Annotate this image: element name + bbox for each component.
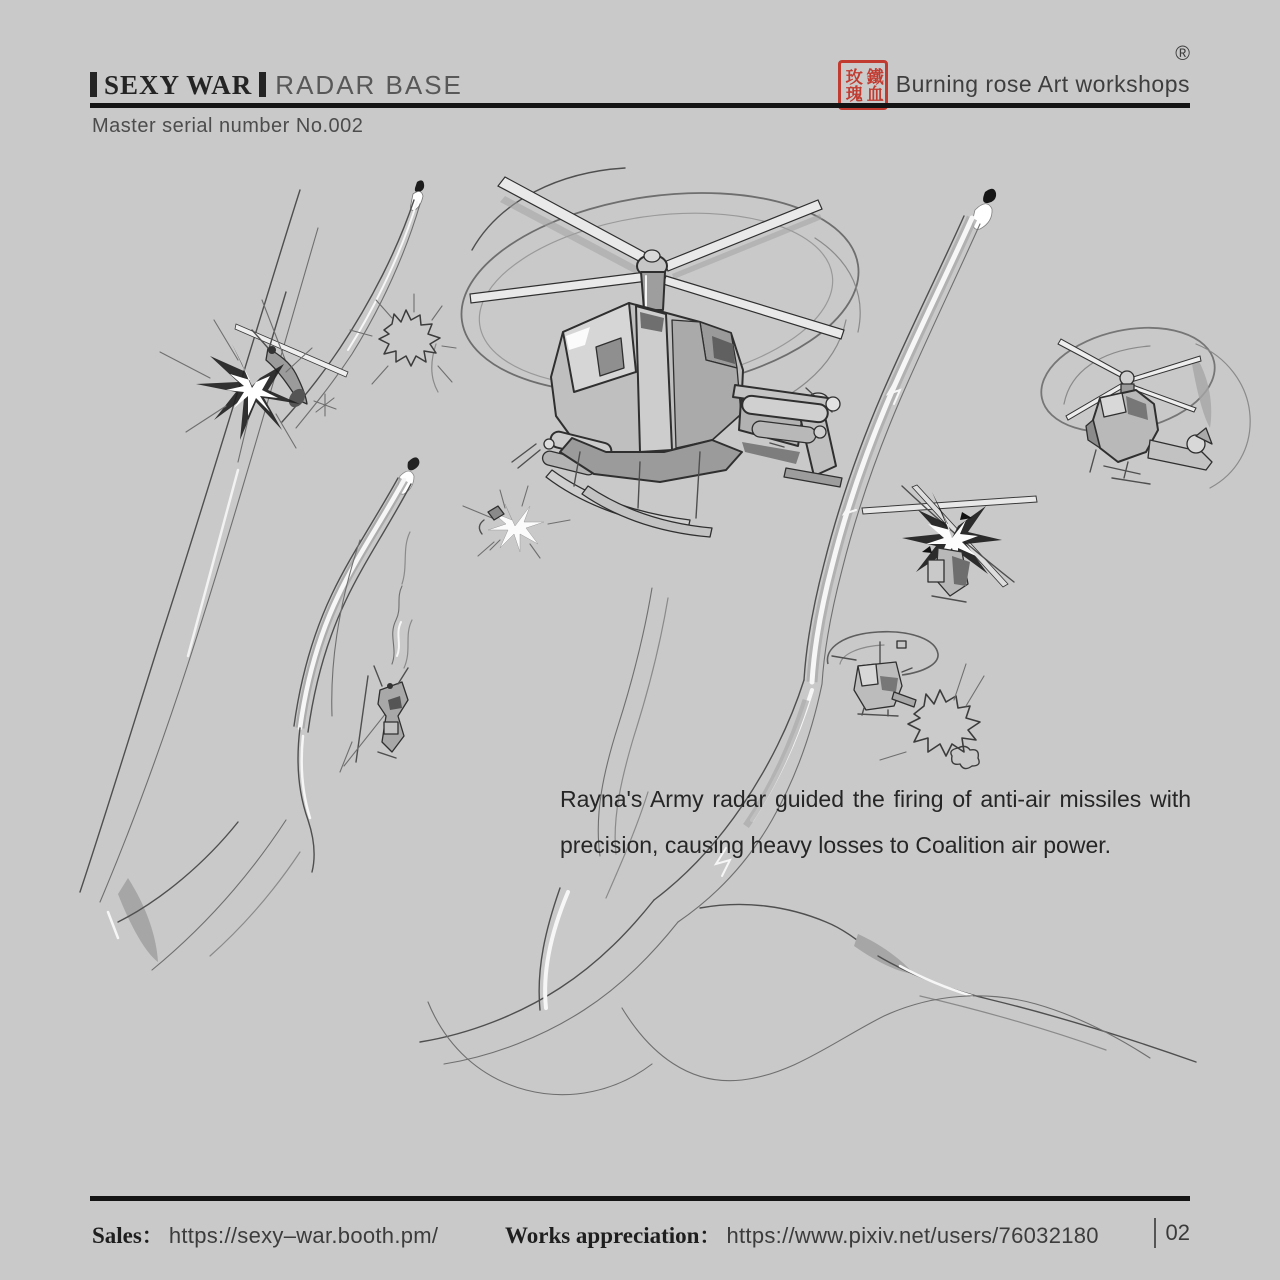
story-caption <box>560 786 1191 858</box>
work-title: RADAR BASE <box>275 70 463 100</box>
colon: ： <box>699 1224 721 1248</box>
missile-icon <box>973 189 996 230</box>
footer <box>90 1196 1190 1266</box>
sales-label: Sales <box>92 1223 142 1248</box>
serial-number: Master serial number No.002 <box>92 115 364 137</box>
small-helicopter-right <box>827 632 938 716</box>
spark-icon <box>314 394 336 416</box>
header <box>90 43 1190 148</box>
footer-rule <box>90 1196 1190 1201</box>
studio-name: Burning rose Art workshops <box>895 71 1190 97</box>
registered-trademark: ® <box>1175 43 1190 65</box>
page-number-divider <box>1154 1218 1156 1248</box>
title-bar-icon <box>90 72 97 97</box>
sales-info <box>92 1220 438 1250</box>
series-title: SEXY WAR <box>104 70 253 100</box>
page-number: 02 <box>1165 1220 1190 1245</box>
central-attack-helicopter <box>448 168 871 537</box>
sales-url: https://sexy–war.booth.pm/ <box>168 1223 439 1248</box>
title-block <box>90 70 463 101</box>
page-number-block <box>1154 1218 1190 1248</box>
hit-helicopter-right <box>862 485 1037 602</box>
studio-brand <box>838 44 1190 110</box>
explosion-burst-center <box>463 486 570 558</box>
title-bar-icon <box>259 72 266 97</box>
caption-line-2: precision, causing heavy losses to Coalition air power. <box>560 832 1112 858</box>
works-url: https://www.pixiv.net/users/76032180 <box>726 1223 1099 1248</box>
seal-characters: 鐵血 <box>863 68 883 102</box>
colon: ： <box>141 1224 163 1248</box>
works-appreciation-info <box>505 1220 1099 1250</box>
seal-characters: 玫瑰 <box>842 68 862 102</box>
header-rule <box>90 103 1190 108</box>
top-right-helicopter <box>1032 313 1251 488</box>
caption-line-1: Rayna's Army radar guided the firing of anti-air missiles with <box>560 786 1191 812</box>
works-label: Works appreciation <box>505 1223 700 1248</box>
